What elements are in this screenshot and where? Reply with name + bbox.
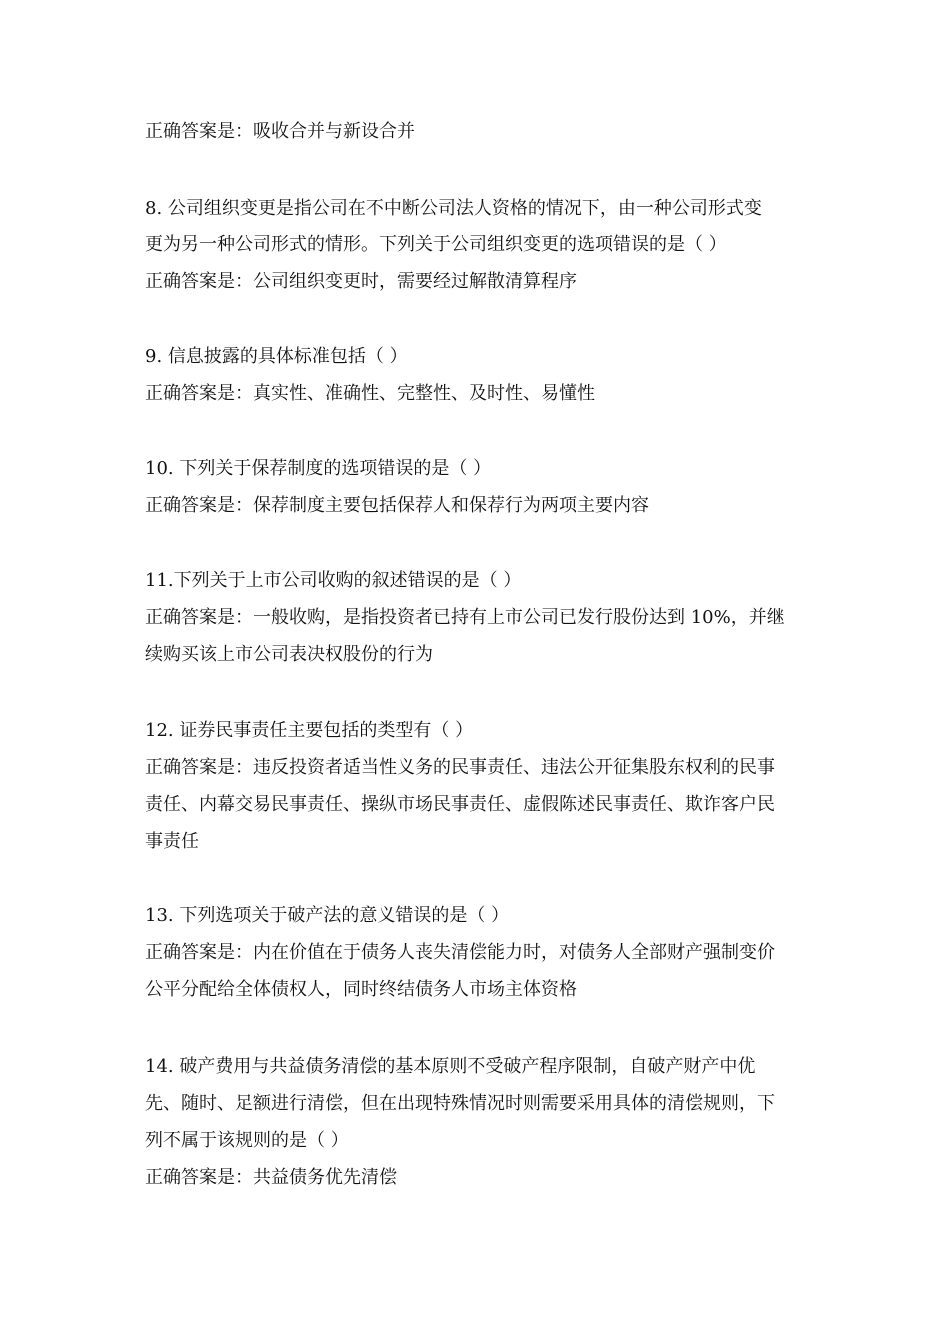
question-11-line: 11.下列关于上市公司收购的叙述错误的是（ ） bbox=[145, 570, 522, 591]
answer-12-line-2: 责任、内幕交易民事责任、操纵市场民事责任、虚假陈述民事责任、欺诈客户民 bbox=[145, 794, 775, 815]
answer-11-line-1: 正确答案是：一般收购，是指投资者已持有上市公司已发行股份达到 10%，并继 bbox=[145, 607, 785, 628]
question-14-line-1: 14. 破产费用与共益债务清偿的基本原则不受破产程序限制，自破产财产中优 bbox=[145, 1056, 756, 1077]
question-8-line-2: 更为另一种公司形式的情形。下列关于公司组织变更的选项错误的是（ ） bbox=[145, 234, 727, 255]
answer-10-line: 正确答案是：保荐制度主要包括保荐人和保荐行为两项主要内容 bbox=[145, 495, 649, 516]
answer-12-line-1: 正确答案是：违反投资者适当性义务的民事责任、违法公开征集股东权利的民事 bbox=[145, 757, 775, 778]
answer-11-line-2: 续购买该上市公司表决权股份的行为 bbox=[145, 644, 433, 665]
answer-14-line: 正确答案是：共益债务优先清偿 bbox=[145, 1167, 397, 1188]
question-10-line: 10. 下列关于保荐制度的选项错误的是（ ） bbox=[145, 458, 492, 479]
question-14-line-3: 列不属于该规则的是（ ） bbox=[145, 1130, 349, 1151]
answer-13-line-2: 公平分配给全体债权人，同时终结债务人市场主体资格 bbox=[145, 979, 577, 1000]
question-8-line-1: 8. 公司组织变更是指公司在不中断公司法人资格的情况下，由一种公司形式变 bbox=[145, 198, 762, 219]
answer-13-line-1: 正确答案是：内在价值在于债务人丧失清偿能力时，对债务人全部财产强制变价 bbox=[145, 942, 775, 963]
answer-8-line: 正确答案是：公司组织变更时，需要经过解散清算程序 bbox=[145, 271, 577, 292]
question-14-line-2: 先、随时、足额进行清偿，但在出现特殊情况时则需要采用具体的清偿规则，下 bbox=[145, 1093, 775, 1114]
question-13-line: 13. 下列选项关于破产法的意义错误的是（ ） bbox=[145, 905, 510, 926]
question-9-line: 9. 信息披露的具体标准包括（ ） bbox=[145, 346, 408, 367]
answer-line: 正确答案是：吸收合并与新设合并 bbox=[145, 121, 415, 142]
answer-12-line-3: 事责任 bbox=[145, 831, 199, 852]
question-12-line: 12. 证券民事责任主要包括的类型有（ ） bbox=[145, 720, 474, 741]
answer-9-line: 正确答案是：真实性、准确性、完整性、及时性、易懂性 bbox=[145, 383, 595, 404]
